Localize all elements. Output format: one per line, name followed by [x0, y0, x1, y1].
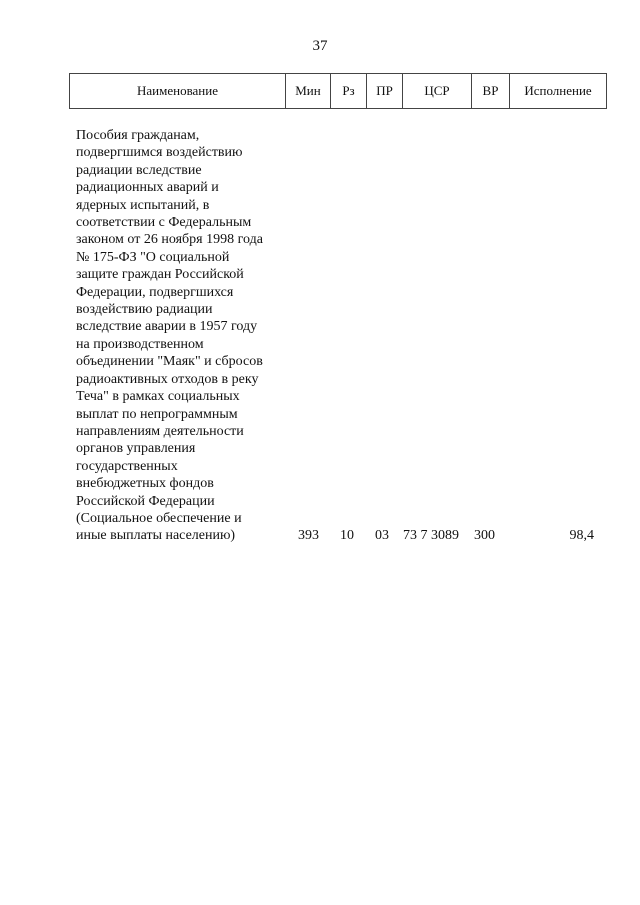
cell-ispolnenie: 98,4	[569, 528, 594, 543]
row-name-line: Федерации, подвергшихся	[76, 284, 234, 300]
row-name-line: законом от 26 ноября 1998 года	[76, 232, 263, 248]
row-name-line: защите граждан Российской	[76, 267, 244, 283]
row-name-line: органов управления	[76, 441, 196, 457]
row-name-line: (Социальное обеспечение и	[76, 510, 242, 526]
cell-vr: 300	[474, 528, 495, 543]
cell-min: 393	[298, 528, 319, 543]
row-name-line: Российской Федерации	[76, 493, 215, 509]
row-name-line: воздействию радиации	[76, 302, 213, 318]
row-name-line: иные выплаты населению)	[76, 528, 236, 544]
header-min: Мин	[286, 74, 331, 109]
row-name-line: внебюджетных фондов	[76, 476, 214, 492]
row-name-line: радиационных аварий и	[76, 180, 219, 196]
row-name-line: подвергшимся воздействию	[76, 145, 243, 161]
cell-pr: 03	[375, 528, 389, 543]
row-name-line: на производственном	[76, 336, 204, 352]
row-name-line: выплат по непрограммным	[76, 406, 238, 422]
row-name-line: ядерных испытаний, в	[76, 197, 210, 213]
row-name-line: государственных	[76, 458, 178, 474]
table-header	[69, 73, 607, 109]
row-name-line: объединении "Маяк" и сбросов	[76, 354, 263, 370]
header-csr: ЦСР	[403, 74, 472, 109]
row-name-line: Теча" в рамках социальных	[76, 389, 240, 405]
row-name	[76, 127, 291, 545]
header-ispolnenie: Исполнение	[510, 74, 607, 109]
cell-rz: 10	[340, 528, 354, 543]
header-pr: ПР	[367, 74, 403, 109]
row-name-line: № 175-ФЗ "О социальной	[76, 249, 230, 265]
row-name-line: радиации вследствие	[76, 162, 202, 178]
row-name-line: соответствии с Федеральным	[76, 215, 252, 231]
header-rz: Рз	[331, 74, 367, 109]
header-vr: ВР	[472, 74, 510, 109]
row-name-line: направлениям деятельности	[76, 423, 244, 439]
row-name-line: радиоактивных отходов в реку	[76, 371, 259, 387]
cell-csr: 73 7 3089	[403, 528, 459, 543]
row-name-line: Пособия гражданам,	[76, 128, 200, 143]
header-naimenovanie: Наименование	[70, 74, 286, 109]
header-row	[70, 74, 607, 109]
row-name-line: вследствие аварии в 1957 году	[76, 319, 258, 335]
page-number: 37	[312, 38, 328, 54]
